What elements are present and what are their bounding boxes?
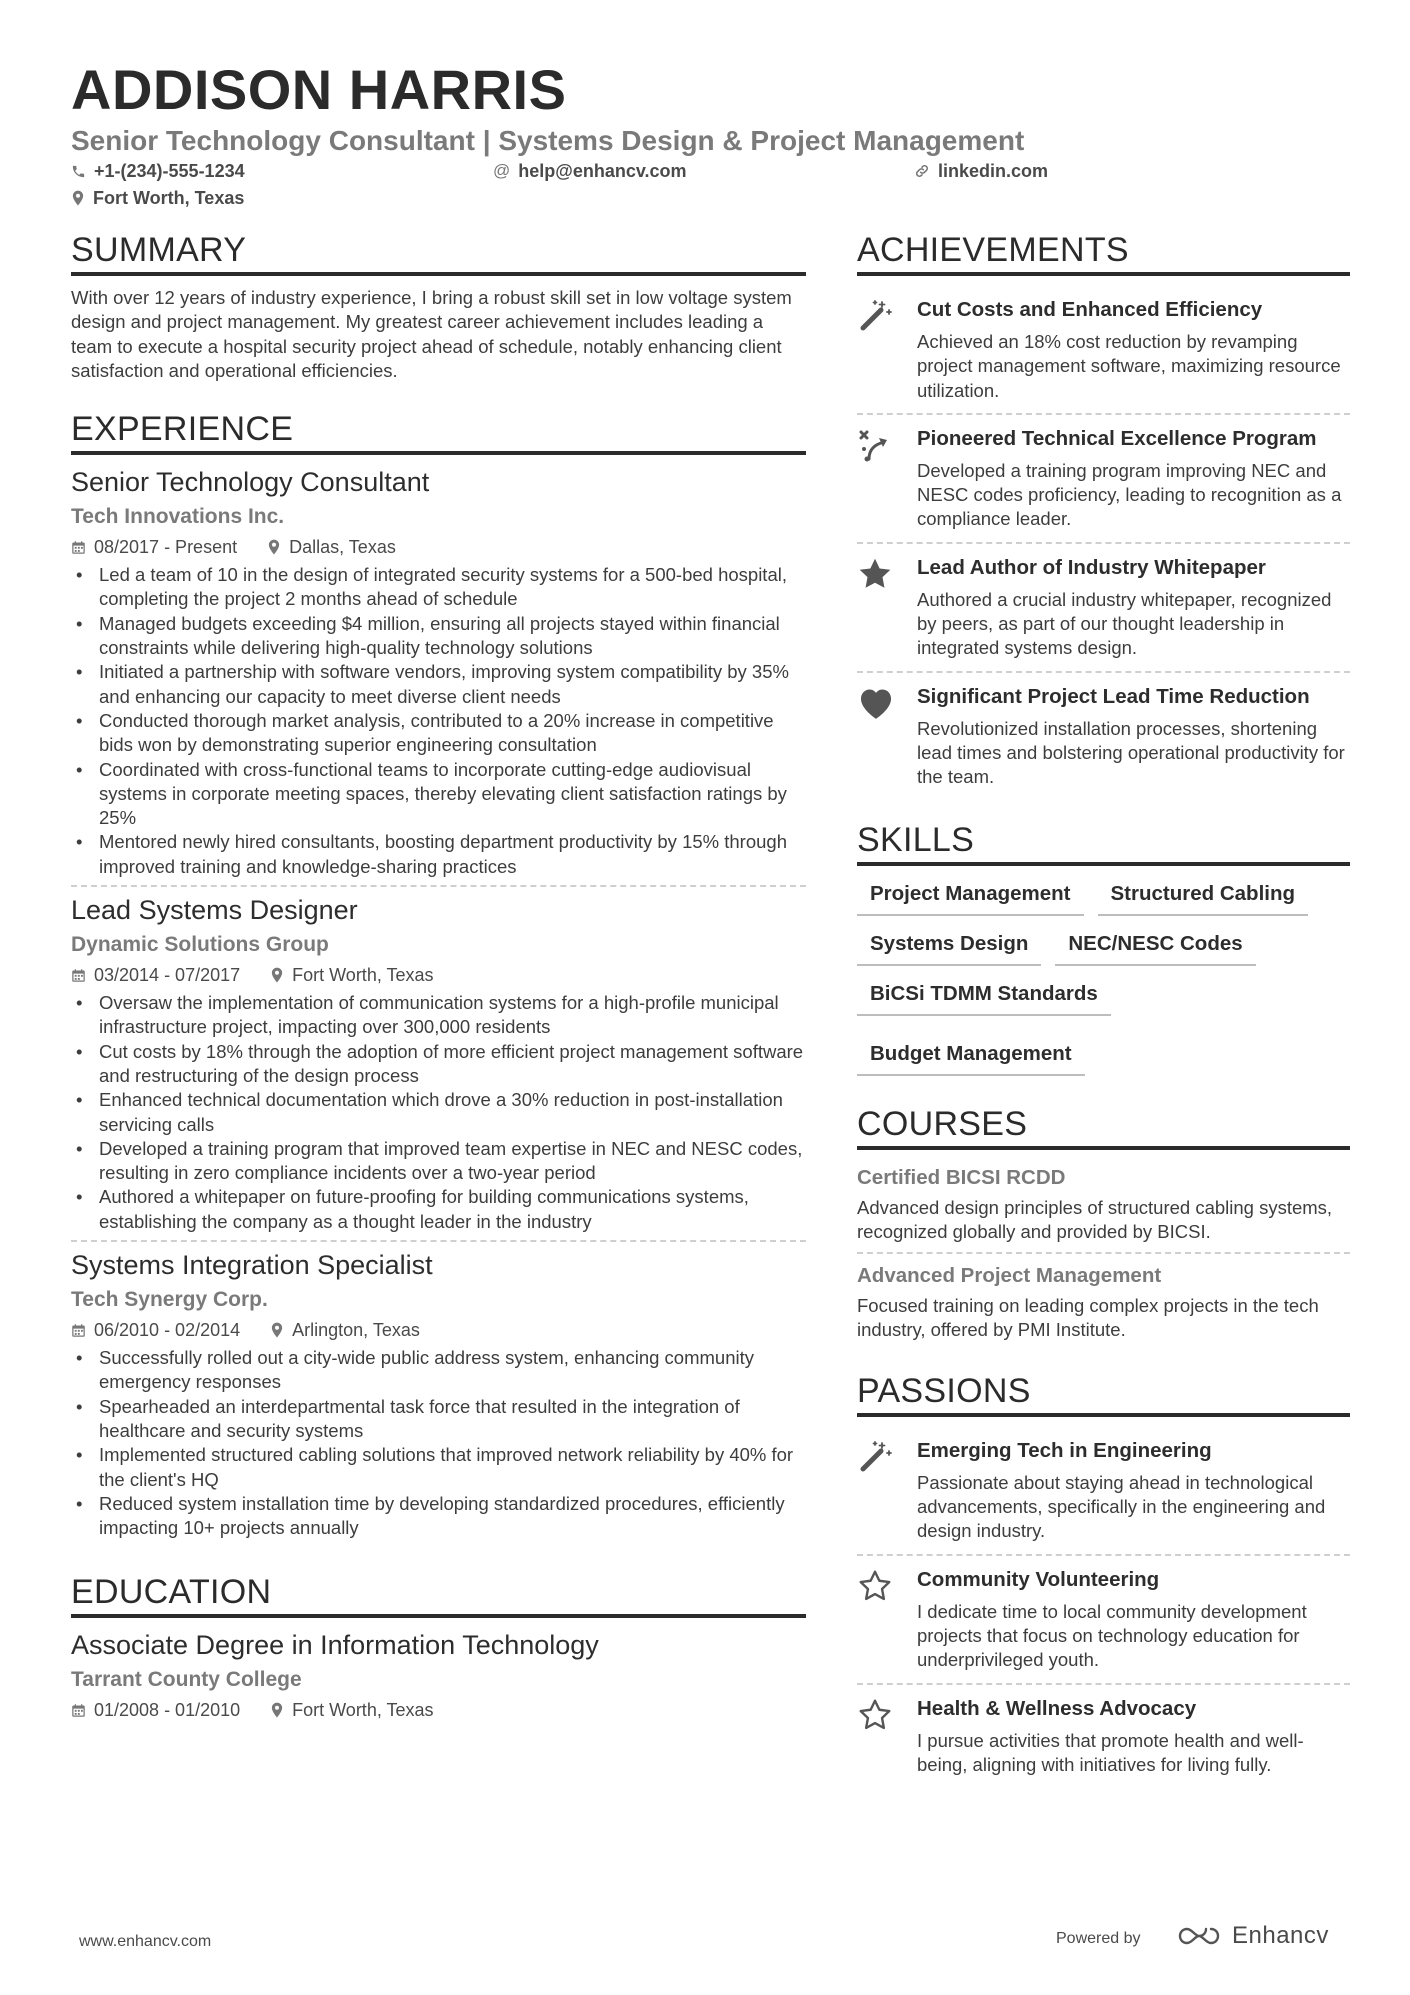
job-bullet: • Successfully rolled out a city-wide public address system, enhancing community emergency responses xyxy=(71,1346,806,1395)
job-entry xyxy=(71,465,806,885)
calendar-icon xyxy=(71,540,86,555)
contact-linkedin[interactable] xyxy=(914,160,1048,182)
footer-brand-name: Enhancv xyxy=(1232,1922,1329,1949)
skill-tag: Project Management xyxy=(857,876,1084,916)
email-text: help@enhancv.com xyxy=(518,161,687,181)
passion-title: Health & Wellness Advocacy xyxy=(917,1696,1197,1720)
job-bullet: • Developed a training program that improved team expertise in NEC and NESC codes, resulting in zero compliance incidents over a two-year period xyxy=(71,1137,806,1186)
job-bullet: • Managed budgets exceeding $4 million, ensuring all projects stayed within financial constraints while delivering high-quality technology solutions xyxy=(71,612,806,661)
education-heading: EDUCATION xyxy=(71,1572,806,1618)
location-pin-icon xyxy=(71,190,85,206)
phone-text: +1-(234)-555-1234 xyxy=(94,161,245,181)
education-dates-text: 01/2008 - 01/2010 xyxy=(94,1700,241,1721)
job-meta xyxy=(71,535,806,559)
achievement-item xyxy=(857,413,1350,542)
achievements-section xyxy=(857,230,1350,800)
achievements-heading: ACHIEVEMENTS xyxy=(857,230,1350,276)
job-title: Lead Systems Designer xyxy=(71,895,358,926)
passion-item xyxy=(857,1554,1350,1683)
skill-tag: Budget Management xyxy=(857,1036,1085,1076)
passions-heading: PASSIONS xyxy=(857,1371,1350,1417)
education-dates xyxy=(71,1698,240,1722)
job-company: Tech Synergy Corp. xyxy=(71,1288,268,1312)
footer-brand-logo[interactable] xyxy=(1176,1922,1329,1950)
linkedin-text: linkedin.com xyxy=(938,161,1049,181)
achievement-desc: Developed a training program improving NEC and NESC codes proficiency, leading to recognition as a compliance leader. xyxy=(917,459,1342,530)
at-icon: @ xyxy=(493,161,511,180)
calendar-icon xyxy=(71,1323,86,1338)
job-location xyxy=(270,963,433,987)
skill-tag: BiCSi TDMM Standards xyxy=(857,976,1111,1016)
passion-item xyxy=(857,1427,1350,1554)
candidate-name: ADDISON HARRIS xyxy=(71,58,567,121)
job-bullets xyxy=(71,991,806,1234)
passion-title: Emerging Tech in Engineering xyxy=(917,1438,1212,1462)
skill-tag: Structured Cabling xyxy=(1098,876,1309,916)
job-dates-text: 03/2014 - 07/2017 xyxy=(94,965,241,986)
achievement-title: Pioneered Technical Excellence Program xyxy=(917,426,1317,450)
experience-heading: EXPERIENCE xyxy=(71,409,806,455)
job-location-text: Fort Worth, Texas xyxy=(292,965,434,986)
passion-desc: Passionate about staying ahead in technological advancements, specifically in the engineering and design industry. xyxy=(917,1471,1326,1542)
course-title: Advanced Project Management xyxy=(857,1264,1162,1288)
calendar-icon xyxy=(71,968,86,983)
job-location xyxy=(267,535,396,559)
footer-powered-by: Powered by xyxy=(1056,1930,1141,1947)
achievement-desc: Revolutionized installation processes, shortening lead times and bolstering operational productivity for the team. xyxy=(917,717,1345,788)
job-company: Dynamic Solutions Group xyxy=(71,933,329,957)
course-desc: Advanced design principles of structured cabling systems, recognized globally and provided by BICSI. xyxy=(857,1196,1333,1242)
job-bullet: • Mentored newly hired consultants, boosting department productivity by 15% through improved training and knowledge-sharing practices xyxy=(71,830,806,879)
experience-section xyxy=(71,409,806,1546)
job-bullet: • Enhanced technical documentation which drove a 30% reduction in post-installation servicing calls xyxy=(71,1088,806,1137)
achievement-desc: Authored a crucial industry whitepaper, recognized by peers, as part of our thought leadership in integrated systems design. xyxy=(917,588,1332,659)
passion-desc: I pursue activities that promote health and well-being, aligning with initiatives for living fully. xyxy=(917,1729,1304,1775)
education-meta xyxy=(71,1698,806,1722)
achievement-title: Significant Project Lead Time Reduction xyxy=(917,684,1310,708)
strategy-path-icon xyxy=(857,425,901,532)
achievement-title: Cut Costs and Enhanced Efficiency xyxy=(917,298,1263,321)
job-location xyxy=(270,1318,420,1342)
summary-text: With over 12 years of industry experience, I bring a robust skill set in low voltage system design and project management. My greatest career achievement includes leading a team to execute a hospital security project ahead of schedule, notably enhancing client satisfaction and operational efficiencies. xyxy=(71,287,792,381)
education-location-text: Fort Worth, Texas xyxy=(292,1700,434,1721)
skills-section xyxy=(857,820,1350,1076)
contact-email[interactable] xyxy=(493,160,687,182)
achievement-desc: Achieved an 18% cost reduction by revamping project management software, maximizing resource utilization. xyxy=(917,331,1341,401)
right-column xyxy=(857,230,1350,1787)
candidate-tagline: Senior Technology Consultant | Systems Design & Project Management xyxy=(71,125,1025,156)
enhancv-logo-icon xyxy=(1176,1924,1222,1948)
education-location xyxy=(270,1698,433,1722)
location-pin-icon xyxy=(267,539,281,555)
passions-section xyxy=(857,1371,1350,1787)
left-column xyxy=(71,230,806,1722)
job-bullet: • Spearheaded an interdepartmental task force that resulted in the integration of healthcare and security systems xyxy=(71,1395,806,1444)
achievement-item xyxy=(857,542,1350,671)
job-bullet: • Conducted thorough market analysis, contributed to a 20% increase in competitive bids won by demonstrating superior engineering consultation xyxy=(71,709,806,758)
job-dates-text: 08/2017 - Present xyxy=(94,537,238,558)
job-entry xyxy=(71,1240,806,1546)
job-meta xyxy=(71,1318,806,1342)
skills-list xyxy=(857,876,1350,1076)
job-bullet: • Coordinated with cross-functional teams to incorporate cutting-edge audiovisual systems in corporate meeting spaces, thereby elevating client satisfaction ratings by 25% xyxy=(71,758,806,831)
summary-heading: SUMMARY xyxy=(71,230,806,276)
phone-icon xyxy=(71,164,86,179)
education-section xyxy=(71,1572,806,1722)
passion-desc: I dedicate time to local community development projects that focus on technology education for underprivileged youth. xyxy=(917,1600,1307,1671)
skills-heading: SKILLS xyxy=(857,820,1350,866)
calendar-icon xyxy=(71,1703,86,1718)
footer-website[interactable]: www.enhancv.com xyxy=(79,1933,212,1950)
link-icon xyxy=(914,163,930,179)
course-desc: Focused training on leading complex projects in the tech industry, offered by PMI Institute. xyxy=(857,1295,1319,1341)
job-location-text: Arlington, Texas xyxy=(292,1320,420,1341)
job-dates xyxy=(71,535,237,559)
job-dates xyxy=(71,963,240,987)
passion-item xyxy=(857,1683,1350,1788)
job-bullet: • Cut costs by 18% through the adoption of more efficient project management software and restructuring of the design process xyxy=(71,1040,806,1089)
job-bullet: • Implemented structured cabling solutions that improved network reliability by 40% for the client's HQ xyxy=(71,1443,806,1492)
job-meta xyxy=(71,963,806,987)
passion-title: Community Volunteering xyxy=(917,1567,1160,1591)
school-name: Tarrant County College xyxy=(71,1668,302,1692)
degree-title: Associate Degree in Information Technology xyxy=(71,1630,599,1661)
job-bullets xyxy=(71,1346,806,1540)
skill-tag: NEC/NESC Codes xyxy=(1055,926,1255,966)
job-bullet: • Authored a whitepaper on future-proofing for building communications systems, establishing the company as a thought leader in the industry xyxy=(71,1185,806,1234)
course-title: Certified BICSI RCDD xyxy=(857,1165,1066,1189)
job-title: Systems Integration Specialist xyxy=(71,1250,433,1281)
achievement-item xyxy=(857,286,1350,413)
job-bullets xyxy=(71,563,806,879)
star-outline-icon xyxy=(857,1566,901,1673)
star-outline-icon xyxy=(857,1695,901,1778)
contact-phone[interactable] xyxy=(71,160,245,182)
job-bullet: • Led a team of 10 in the design of integrated security systems for a 500-bed hospital, completing the project 2 months ahead of schedule xyxy=(71,563,806,612)
job-bullet: • Oversaw the implementation of communication systems for a high-profile municipal infrastructure project, impacting over 300,000 residents xyxy=(71,991,806,1040)
magic-wand-icon xyxy=(857,296,901,403)
courses-heading: COURSES xyxy=(857,1104,1350,1150)
job-bullet: • Reduced system installation time by developing standardized procedures, efficiently impacting 10+ projects annually xyxy=(71,1492,806,1541)
job-entry xyxy=(71,885,806,1240)
star-filled-icon xyxy=(857,554,901,661)
job-dates-text: 06/2010 - 02/2014 xyxy=(94,1320,241,1341)
location-pin-icon xyxy=(270,967,284,983)
magic-wand-icon xyxy=(857,1437,901,1544)
location-pin-icon xyxy=(270,1702,284,1718)
contact-location xyxy=(71,187,244,209)
course-item xyxy=(857,1160,1350,1253)
location-text: Fort Worth, Texas xyxy=(93,188,245,208)
skill-tag: Systems Design xyxy=(857,926,1041,966)
summary-section xyxy=(71,230,806,383)
courses-section xyxy=(857,1104,1350,1351)
location-pin-icon xyxy=(270,1322,284,1338)
achievement-title: Lead Author of Industry Whitepaper xyxy=(917,555,1266,579)
course-item xyxy=(857,1252,1350,1351)
job-company: Tech Innovations Inc. xyxy=(71,505,285,529)
job-dates xyxy=(71,1318,240,1342)
heart-icon xyxy=(857,683,901,790)
job-title: Senior Technology Consultant xyxy=(71,467,430,498)
job-location-text: Dallas, Texas xyxy=(289,537,396,558)
job-bullet: • Initiated a partnership with software vendors, improving system compatibility by 35% and enhancing our capacity to meet diverse client needs xyxy=(71,660,806,709)
achievement-item xyxy=(857,671,1350,800)
